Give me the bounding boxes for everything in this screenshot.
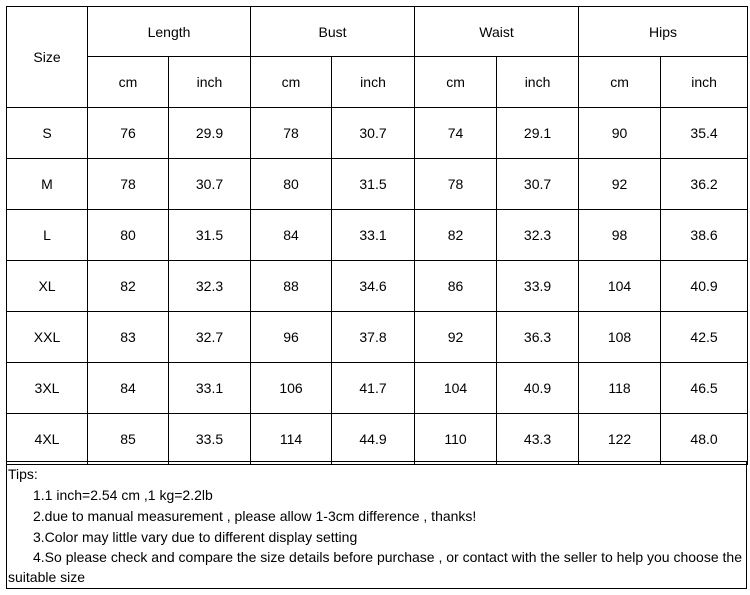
measurement-cell: 92 (579, 159, 661, 210)
table-row (7, 312, 748, 363)
tips-box (6, 461, 747, 589)
measurement-cell: 30.7 (497, 159, 579, 210)
size-label-cell: XXL (7, 312, 88, 363)
table-row (7, 261, 748, 312)
measurement-cell: 83 (88, 312, 169, 363)
header-row-measurements (7, 7, 748, 57)
tip-line-3: 3.Color may little vary due to different display setting (33, 529, 358, 545)
measurement-cell: 106 (251, 363, 332, 414)
tips-title: Tips: (8, 466, 38, 482)
measurement-cell: 33.5 (169, 414, 251, 465)
measurement-cell: 34.6 (332, 261, 415, 312)
measurement-cell: 48.0 (661, 414, 748, 465)
tip-line-4-continued: suitable size (8, 569, 86, 585)
measurement-cell: 30.7 (332, 108, 415, 159)
measurement-cell: 110 (415, 414, 497, 465)
table-row (7, 363, 748, 414)
measurement-cell: 85 (88, 414, 169, 465)
measurement-cell: 29.1 (497, 108, 579, 159)
unit-header: inch (497, 57, 579, 108)
measurement-cell: 86 (415, 261, 497, 312)
measurement-cell: 104 (415, 363, 497, 414)
measurement-cell: 41.7 (332, 363, 415, 414)
table-row (7, 210, 748, 261)
measurement-cell: 122 (579, 414, 661, 465)
table-row (7, 414, 748, 465)
measurement-cell: 37.8 (332, 312, 415, 363)
measurement-cell: 31.5 (332, 159, 415, 210)
measurement-cell: 31.5 (169, 210, 251, 261)
measurement-cell: 38.6 (661, 210, 748, 261)
measurement-cell: 78 (415, 159, 497, 210)
measurement-cell: 78 (88, 159, 169, 210)
measurement-cell: 36.3 (497, 312, 579, 363)
measurement-cell: 36.2 (661, 159, 748, 210)
measurement-cell: 40.9 (661, 261, 748, 312)
measurement-cell: 44.9 (332, 414, 415, 465)
measurement-cell: 82 (415, 210, 497, 261)
measurement-cell: 29.9 (169, 108, 251, 159)
measurement-cell: 98 (579, 210, 661, 261)
measurement-cell: 80 (88, 210, 169, 261)
measurement-cell: 108 (579, 312, 661, 363)
measurement-cell: 32.7 (169, 312, 251, 363)
table-row (7, 159, 748, 210)
tip-line-4: 4.So please check and compare the size details before purchase , or contact with the seller to help you choose the (33, 549, 742, 565)
unit-header: cm (251, 57, 332, 108)
unit-header: cm (88, 57, 169, 108)
waist-header: Waist (415, 7, 579, 57)
tip-line-1: 1.1 inch=2.54 cm ,1 kg=2.2lb (33, 487, 213, 503)
measurement-cell: 43.3 (497, 414, 579, 465)
size-label-cell: L (7, 210, 88, 261)
unit-header: inch (169, 57, 251, 108)
length-header: Length (88, 7, 251, 57)
measurement-cell: 92 (415, 312, 497, 363)
measurement-cell: 35.4 (661, 108, 748, 159)
tip-line-2: 2.due to manual measurement , please allow 1-3cm difference , thanks! (33, 508, 477, 524)
size-header: Size (7, 7, 88, 108)
measurement-cell: 76 (88, 108, 169, 159)
measurement-cell: 33.9 (497, 261, 579, 312)
measurement-cell: 114 (251, 414, 332, 465)
measurement-cell: 80 (251, 159, 332, 210)
measurement-cell: 90 (579, 108, 661, 159)
header-row-units (7, 57, 748, 108)
measurement-cell: 88 (251, 261, 332, 312)
measurement-cell: 84 (88, 363, 169, 414)
table-row (7, 108, 748, 159)
size-label-cell: S (7, 108, 88, 159)
size-chart-table (6, 6, 748, 465)
measurement-cell: 40.9 (497, 363, 579, 414)
measurement-cell: 74 (415, 108, 497, 159)
measurement-cell: 84 (251, 210, 332, 261)
measurement-cell: 33.1 (169, 363, 251, 414)
hips-header: Hips (579, 7, 748, 57)
measurement-cell: 104 (579, 261, 661, 312)
unit-header: cm (579, 57, 661, 108)
measurement-cell: 42.5 (661, 312, 748, 363)
measurement-cell: 32.3 (169, 261, 251, 312)
bust-header: Bust (251, 7, 415, 57)
measurement-cell: 32.3 (497, 210, 579, 261)
measurement-cell: 78 (251, 108, 332, 159)
measurement-cell: 33.1 (332, 210, 415, 261)
measurement-cell: 96 (251, 312, 332, 363)
unit-header: inch (332, 57, 415, 108)
size-label-cell: 4XL (7, 414, 88, 465)
unit-header: inch (661, 57, 748, 108)
size-label-cell: M (7, 159, 88, 210)
measurement-cell: 118 (579, 363, 661, 414)
size-label-cell: 3XL (7, 363, 88, 414)
measurement-cell: 82 (88, 261, 169, 312)
measurement-cell: 46.5 (661, 363, 748, 414)
measurement-cell: 30.7 (169, 159, 251, 210)
size-label-cell: XL (7, 261, 88, 312)
unit-header: cm (415, 57, 497, 108)
